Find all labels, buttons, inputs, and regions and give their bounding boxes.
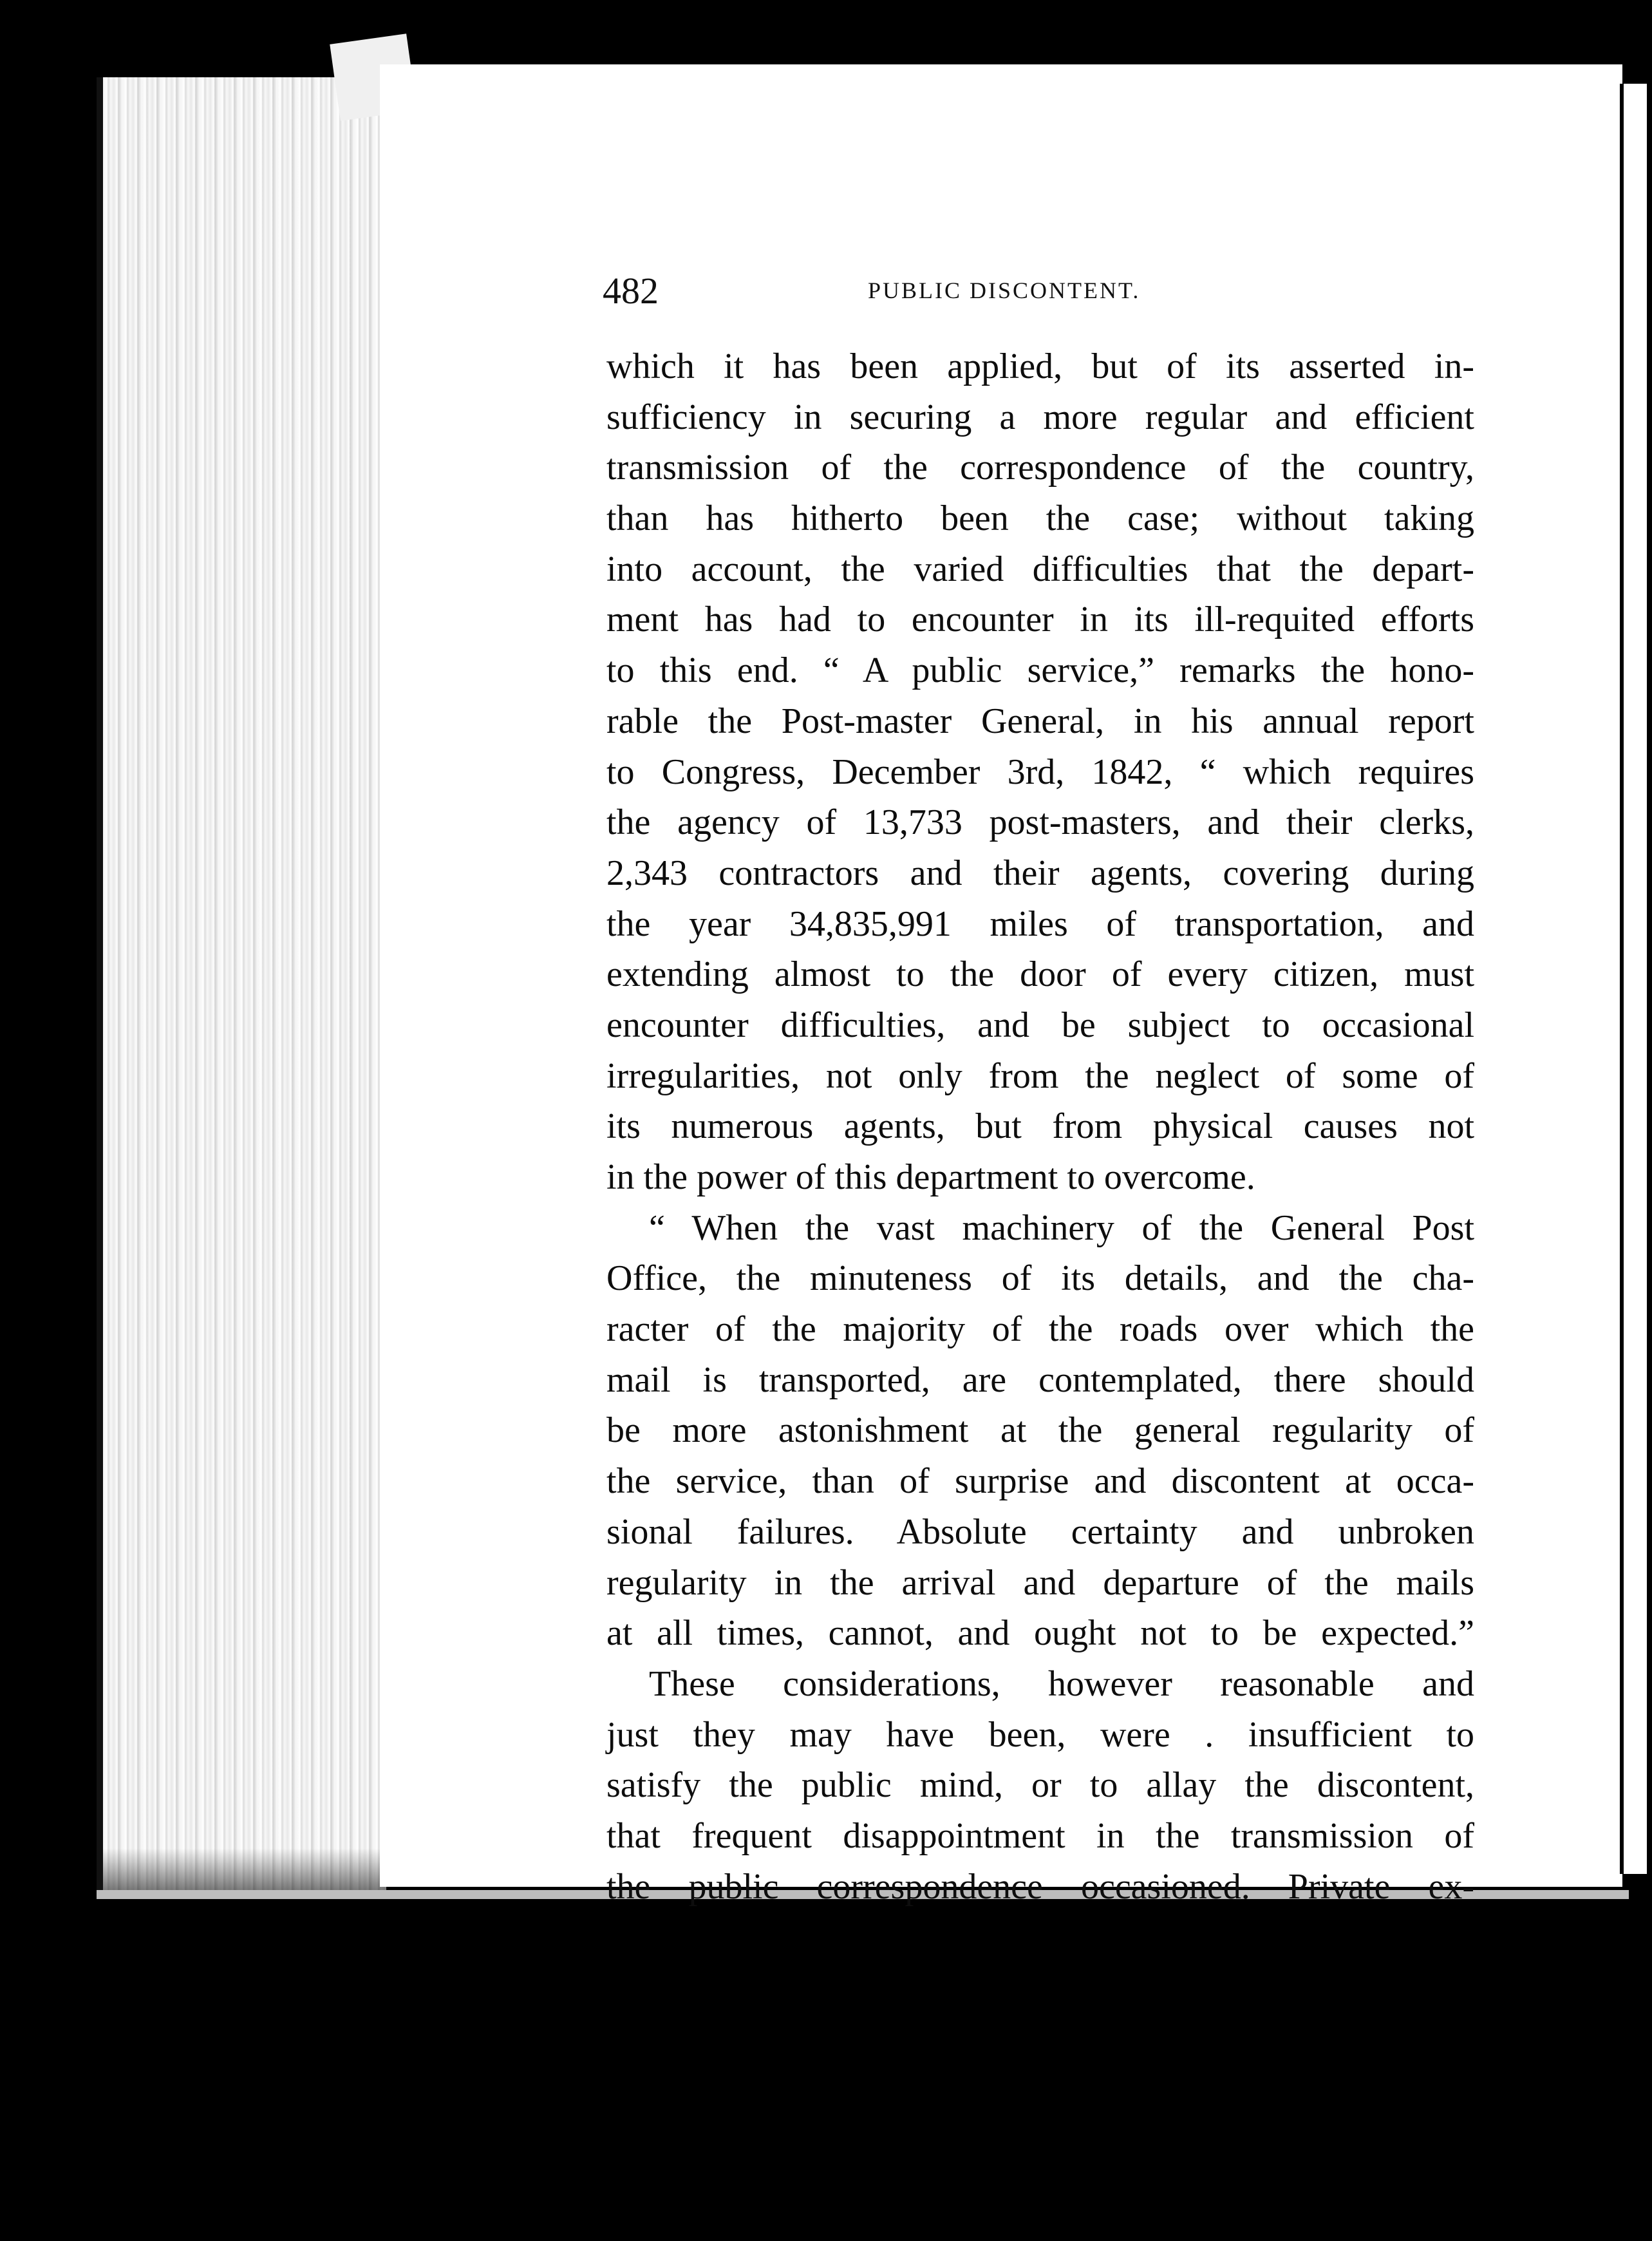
text-line: “ When the vast machinery of the General Post xyxy=(649,1207,1474,1248)
text-line: the year 34,835,991 miles of transportation, and xyxy=(606,903,1474,944)
page-header xyxy=(603,269,1478,314)
page-number: 482 xyxy=(603,270,659,312)
text-line: satisfy the public mind, or to allay the discontent, xyxy=(606,1765,1474,1806)
text-line: at all times, cannot, and ought not to be expected.” xyxy=(606,1613,1474,1654)
text-line: be more astonishment at the general regularity of xyxy=(606,1410,1474,1451)
text-line: the service, than of surprise and discontent at occa- xyxy=(606,1461,1474,1502)
text-line: the public correspondence occasioned. Private ex- xyxy=(606,1866,1474,1907)
stacked-page-edges xyxy=(97,77,386,1893)
text-line: which it has been applied, but of its asserted in- xyxy=(606,346,1474,386)
text-line: encounter difficulties, and be subject to occasional xyxy=(606,1005,1474,1045)
running-head: PUBLIC DISCONTENT. xyxy=(868,278,1141,303)
right-page-edge xyxy=(1620,84,1647,1874)
text-line: transmission of the correspondence of the country, xyxy=(606,448,1474,488)
text-line: its numerous agents, but from physical causes not xyxy=(606,1106,1474,1147)
text-line: extending almost to the door of every citizen, must xyxy=(606,954,1474,995)
text-line: in the power of this department to overcome. xyxy=(606,1157,1255,1197)
text-line: irregularities, not only from the neglect of some of xyxy=(606,1055,1474,1096)
text-line: the agency of 13,733 post-masters, and their clerks, xyxy=(606,802,1474,843)
text-line: 2,343 contractors and their agents, covering during xyxy=(606,853,1474,893)
text-line: to this end. “ A public service,” remarks the hono- xyxy=(606,650,1474,691)
text-line: mail is transported, are contemplated, there should xyxy=(606,1359,1474,1400)
text-line: Office, the minuteness of its details, and the cha- xyxy=(606,1258,1474,1299)
text-line: into account, the varied difficulties that the depart- xyxy=(606,549,1474,589)
text-line: regularity in the arrival and departure of the mails xyxy=(606,1562,1474,1603)
text-line: These considerations, however reasonable and xyxy=(649,1663,1474,1704)
text-line: than has hitherto been the case; without taking xyxy=(606,498,1474,539)
text-line: rable the Post-master General, in his annual report xyxy=(606,701,1474,741)
text-line: that frequent disappointment in the transmission of xyxy=(606,1815,1474,1856)
text-line: sional failures. Absolute certainty and unbroken xyxy=(606,1511,1474,1552)
text-line: sufficiency in securing a more regular and efficient xyxy=(606,397,1474,437)
body-text xyxy=(606,341,1474,1912)
text-line: just they may have been, were . insufficient to xyxy=(606,1714,1474,1755)
text-line: racter of the majority of the roads over which the xyxy=(606,1309,1474,1350)
text-line: ment has had to encounter in its ill-requited efforts xyxy=(606,600,1474,640)
text-line: to Congress, December 3rd, 1842, “ which requires xyxy=(606,752,1474,792)
